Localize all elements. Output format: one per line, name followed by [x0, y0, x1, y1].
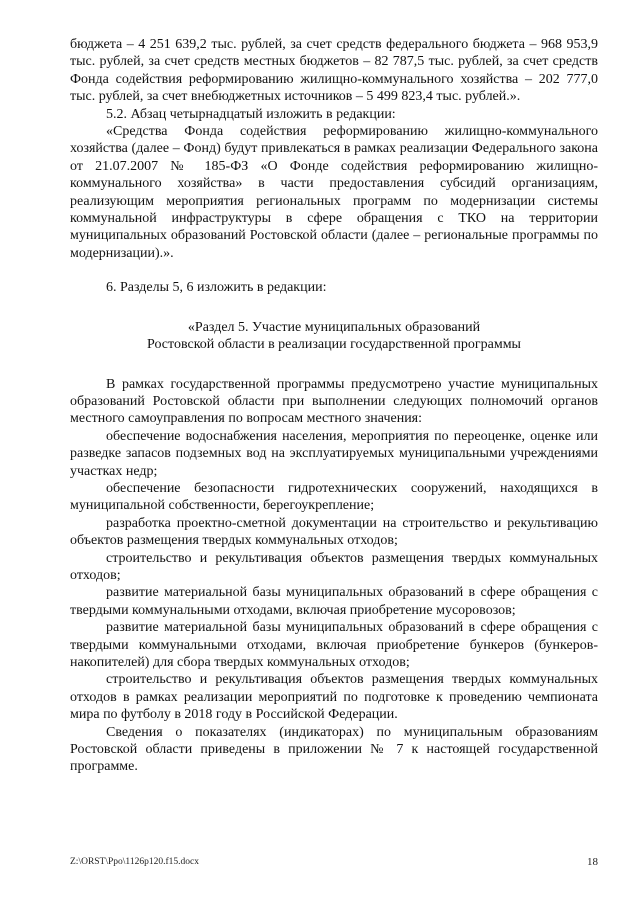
- page-footer: [70, 856, 598, 868]
- paragraph-clause-5-2: 5.2. Абзац четырнадцатый изложить в редакции:: [106, 106, 396, 122]
- paragraph-clause-6: 6. Разделы 5, 6 изложить в редакции:: [106, 280, 327, 296]
- footer-file-path: Z:\ORST\Ppo\1126p120.f15.docx: [70, 857, 199, 867]
- list-item-design-documentation: разработка проектно-сметной документации на строительство и рекультивацию объектов размещения твердых коммунальных отходов;: [70, 515, 598, 549]
- list-item-waste-sites: строительство и рекультивация объектов размещения твердых коммунальных отходов;: [70, 550, 598, 583]
- list-item-world-cup-2018: строительство и рекультивация объектов размещения твердых коммунальных отходов в рамках реализации мероприятий по подготовке к проведению чемпионата мира по футболу в 2018 году в Российской Федерации.: [70, 672, 598, 723]
- list-item-water-supply: обеспечение водоснабжения населения, мероприятия по переоценке, оценке или разведке запасов подземных вод на эксплуатируемых муниципальными учреждениями участках недр;: [70, 428, 598, 479]
- list-item-garbage-trucks: развитие материальной базы муниципальных образований в сфере обращения с твердыми коммунальными отходами, включая приобретение мусоровозов;: [70, 585, 598, 618]
- paragraph-budget-continuation: бюджета – 4 251 639,2 тыс. рублей, за счет средств федерального бюджета – 968 953,9 тыс. рублей, за счет средств местных бюджетов – 82 787,5 тыс. рублей, за счет средств Фонда содействия реформированию жилищно-коммунального хозяйства – 202 777,0 тыс. рублей, за счет внебюджетных источников – 5 499 823,4 тыс. рублей.».: [70, 37, 598, 105]
- document-page: [70, 36, 598, 776]
- section-heading-line-2: Ростовской области в реализации государственной программы: [147, 337, 521, 353]
- list-item-waste-bunkers: развитие материальной базы муниципальных образований в сфере обращения с твердыми коммунальными отходами, включая приобретение бункеров (бункеров-накопителей) для сбора твердых коммунальных отходов;: [70, 620, 598, 670]
- section-heading-line-1: «Раздел 5. Участие муниципальных образований: [187, 319, 481, 335]
- section-heading: [70, 319, 598, 354]
- list-item-hydro-safety: обеспечение безопасности гидротехнических сооружений, находящихся в муниципальной собственности, берегоукрепление;: [70, 480, 598, 514]
- paragraph-fund-quote: «Средства Фонда содействия реформированию жилищно-коммунального хозяйства (далее – Фонд) будут привлекаться в рамках реализации Федерального закона от 21.07.2007 № 185-ФЗ «О Фонде содействия реформированию жилищно-коммунального хозяйства» в части предоставления субсидий организациям, реализующим мероприятия региональных программ по модернизации системы коммунальной инфраструктуры в сфере обращения с ТКО на территории муниципальных образований Ростовской области (далее – региональные программы по модернизации).».: [70, 124, 598, 261]
- paragraph-indicators-appendix: Сведения о показателях (индикаторах) по муниципальным образованиям Ростовской области приведены в приложении № 7 к настоящей государственной программе.: [70, 724, 598, 775]
- paragraph-participation-intro: В рамках государственной программы предусмотрено участие муниципальных образований Ростовской области при выполнении следующих полномочий органов местного самоуправления по вопросам местного значения:: [70, 376, 598, 427]
- page-number: 18: [587, 856, 598, 868]
